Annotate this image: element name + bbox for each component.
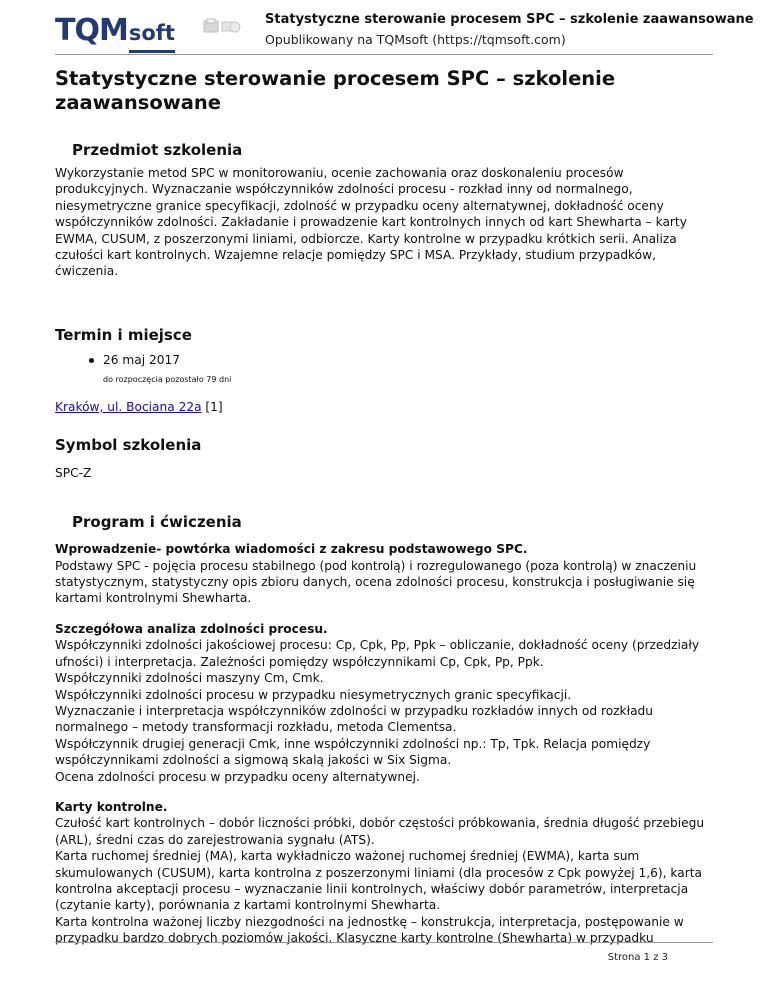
logo-tqm-text: TQM (55, 13, 128, 48)
symbol-value: SPC-Z (55, 465, 92, 480)
print-email-icon[interactable] (203, 17, 241, 37)
program-line: Karta kontrolna ważonej liczby niezgodności na jednostkę – konstrukcja, interpretacja, postępowanie w przypadku bardzo dobrych poziomów jakości. Klasyczne karty kontrolne (Shewharta) w przypadku (55, 914, 684, 946)
header-title: Statystyczne sterowanie procesem SPC – szkolenie zaawansowane (265, 12, 754, 27)
program-line: Współczynnik drugiej generacji Cmk, inne współczynniki zdolności np.: Tp, Tpk. Relacja pomiędzy współczynnikami zdolności a sigmową skalą jakości w Six Sigma. (55, 736, 651, 768)
date-item (55, 352, 715, 368)
program-line: Ocena zdolności procesu w przypadku oceny alternatywnej. (55, 769, 420, 784)
event-date: 26 maj 2017 (103, 352, 180, 367)
section-termin (55, 326, 715, 414)
program-line: Podstawy SPC - pojęcia procesu stabilnego (pod kontrolą) i rozregulowanego (poza kontrolą) w znaczeniu statystycznym, statystyczny opis zbioru danych, ocena zdolności procesu, konstrukcja i posługiwanie się kartami kontrolnymi Shewharta. (55, 558, 697, 606)
location (55, 400, 715, 414)
symbol-heading: Symbol szkolenia (55, 435, 202, 454)
przedmiot-body: Wykorzystanie metod SPC w monitorowaniu, ocenie zachowania oraz doskonaleniu procesów produkcyjnych. Wyznaczanie współczynników zdolności procesu - rozkład inny od normalnego, niesymetryczne granice specyfikacji, zdolność w przypadku oceny alternatywnej, dokładność oceny współczynników zdolności. Zakładanie i prowadzenie kart kontrolnych innych od kart Shewharta – karty EWMA, CUSUM, z poszerzonymi liniami, odbiorcze. Karty kontrolne w przypadku krótkich serii. Analiza czułości kart kontrolnych. Wzajemne relacje pomiędzy SPC i MSA. Przykłady, studium przypadków, ćwiczenia. (55, 166, 687, 279)
program-block-title: Karty kontrolne. (55, 799, 168, 814)
program-line: Czułość kart kontrolnych – dobór liczności próbki, dobór częstości próbkowania, średnia długość przebiegu (ARL), średni czas do zarejestrowania sygnału (ATS). (55, 816, 705, 847)
header-divider (55, 54, 713, 55)
program-line: Wyznaczanie i interpretacja współczynników zdolności w przypadku rozkładów innych od rozkładu normalnego – metody transformacji rozkładu, metoda Clementsa. (55, 703, 654, 735)
section-program (55, 513, 715, 946)
program-line: Współczynniki zdolności procesu w przypadku niesymetrycznych granic specyfikacji. (55, 687, 572, 702)
bullet-icon (89, 358, 94, 363)
program-line: Współczynniki zdolności maszyny Cm, Cmk. (55, 671, 324, 686)
header-published: Opublikowany na TQMsoft (https://tqmsoft.com) (265, 32, 566, 47)
page-header (55, 8, 754, 54)
program-line: Współczynniki zdolności jakościowej procesu: Cp, Cpk, Pp, Ppk – obliczanie, dokładność oceny (przedziały ufności) i interpretacja. Zależności pomiędzy współczynnikami Cp, Cpk, Pp, Ppk. (55, 638, 700, 669)
program-block-title: Szczegółowa analiza zdolności procesu. (55, 621, 328, 636)
location-ref: [1] (205, 399, 223, 414)
program-block-title: Wprowadzenie- powtórka wiadomości z zakresu podstawowego SPC. (55, 542, 528, 557)
days-remaining-note: do rozpoczęcia pozostało 79 dni (103, 374, 232, 384)
termin-heading: Termin i miejsce (55, 325, 192, 344)
page-number: Strona 1 z 3 (607, 952, 668, 963)
footer-divider (55, 942, 713, 943)
section-symbol (55, 436, 715, 481)
program-block (55, 799, 715, 947)
tqmsoft-logo[interactable] (55, 14, 175, 48)
location-link[interactable]: Kraków, ul. Bociana 22a (55, 399, 202, 414)
program-heading: Program i ćwiczenia (72, 513, 242, 532)
program-line: Karta ruchomej średniej (MA), karta wykładniczo ważonej ruchomej średniej (EWMA), karta sum skumulowanych (CUSUM), karta kontrolna z poszerzonymi liniami (dla procesów z Cpk powyżej 1,6), karta kontrolna akceptacji procesu – wyznaczanie linii kontrolnych, właściwy dobór parametrów, interpretacja (czytanie karty), porównania z kartami kontrolnymi Shewharta. (55, 849, 702, 913)
page-title: Statystyczne sterowanie procesem SPC – szkolenie zaawansowane (55, 67, 616, 114)
przedmiot-heading: Przedmiot szkolenia (72, 141, 243, 159)
main-content (55, 62, 715, 947)
program-block (55, 541, 715, 607)
program-block (55, 621, 715, 785)
section-przedmiot (55, 141, 715, 280)
date-list (55, 352, 715, 368)
logo-soft-text: soft (129, 16, 175, 53)
